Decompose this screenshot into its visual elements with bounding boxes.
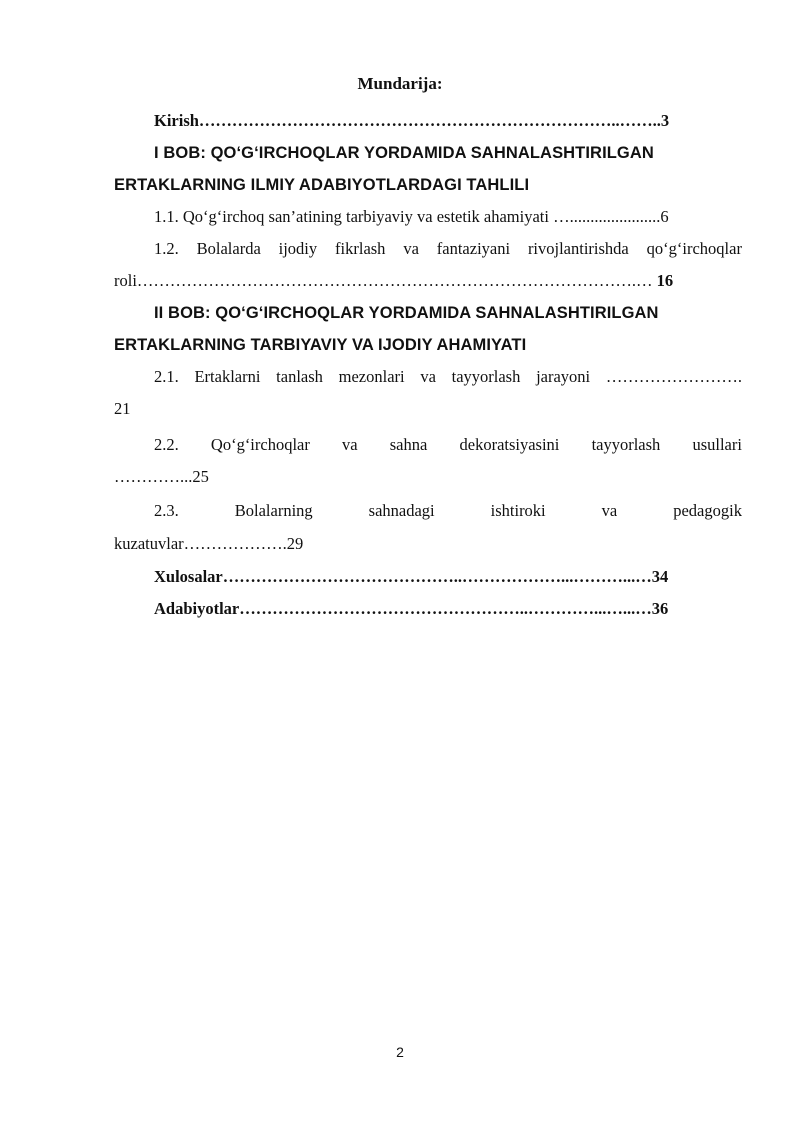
toc-entry-kirish: Kirish…………………………………………………………………..……..3: [154, 111, 670, 130]
word: va: [601, 501, 618, 520]
word: Bolalarning: [234, 501, 313, 520]
word: pedagogik: [673, 501, 742, 520]
word: Ertaklarni: [194, 367, 261, 386]
toc-chapter-1-line-2: ERTAKLARNING ILMIY ADABIYOTLARDAGI TAHLILI: [114, 176, 530, 194]
toc-entry-2-1-line-2: 21: [114, 399, 131, 418]
toc-entry-adabiyotlar: Adabiyotlar……………………………………………..…………...…...…36: [154, 599, 669, 618]
word: sahna: [389, 435, 428, 454]
toc-entry-1-1: 1.1. Qo‘g‘irchoq san’atining tarbiyaviy va estetik ahamiyati …......................6: [154, 207, 669, 226]
word: ishtiroki: [490, 501, 546, 520]
word: qo‘g‘irchoqlar: [646, 239, 742, 258]
word: fantaziyani: [436, 239, 511, 258]
word: va: [403, 239, 419, 258]
word: Bolalarda: [196, 239, 261, 258]
word: tanlash: [276, 367, 323, 386]
toc-chapter-1-line-1: I BOB: QO‘G‘IRCHOQLAR YORDAMIDA SAHNALASHTIRILGAN: [154, 144, 654, 162]
word: ijodiy: [278, 239, 318, 258]
dots: roli……………………………………………………………………………….…: [114, 271, 657, 290]
toc-chapter-2-line-2: ERTAKLARNING TARBIYAVIY VA IJODIY AHAMIYATI: [114, 336, 527, 354]
word: rivojlantirishda: [527, 239, 629, 258]
toc-entry-xulosalar: Xulosalar……………………………………..………………...………...…34: [154, 567, 669, 586]
word: 2.1.: [154, 367, 179, 386]
word: tayyorlash: [591, 435, 661, 454]
toc-entry-2-2-line-2: …………...25: [114, 467, 209, 486]
page-ref: 16: [656, 271, 674, 290]
word: usullari: [692, 435, 742, 454]
toc-entry-2-2-line-1: [114, 434, 742, 456]
word: jarayoni: [536, 367, 591, 386]
page-number: 2: [396, 1044, 404, 1060]
word: tayyorlash: [451, 367, 521, 386]
word: mezonlari: [338, 367, 405, 386]
toc-entry-1-2-line-1: [114, 238, 742, 260]
word: fikrlash: [335, 239, 386, 258]
toc-chapter-2-line-1: II BOB: QO‘G‘IRCHOQLAR YORDAMIDA SAHNALASHTIRILGAN: [154, 304, 659, 322]
word: …………………….: [605, 367, 742, 386]
toc-entry-2-3-line-1: [114, 500, 742, 522]
word: sahnadagi: [368, 501, 435, 520]
word: Qo‘g‘irchoqlar: [210, 435, 310, 454]
word: 1.2.: [154, 239, 179, 258]
word: va: [342, 435, 358, 454]
toc-entry-2-1-line-1: [114, 366, 742, 388]
word: dekoratsiyasini: [459, 435, 560, 454]
toc-entry-2-3-line-2: kuzatuvlar……………….29: [114, 534, 304, 553]
toc-title: Mundarija:: [357, 74, 443, 93]
word: 2.2.: [154, 435, 179, 454]
toc-entry-1-2-line-2: [114, 270, 742, 292]
word: 2.3.: [154, 501, 179, 520]
word: va: [420, 367, 436, 386]
